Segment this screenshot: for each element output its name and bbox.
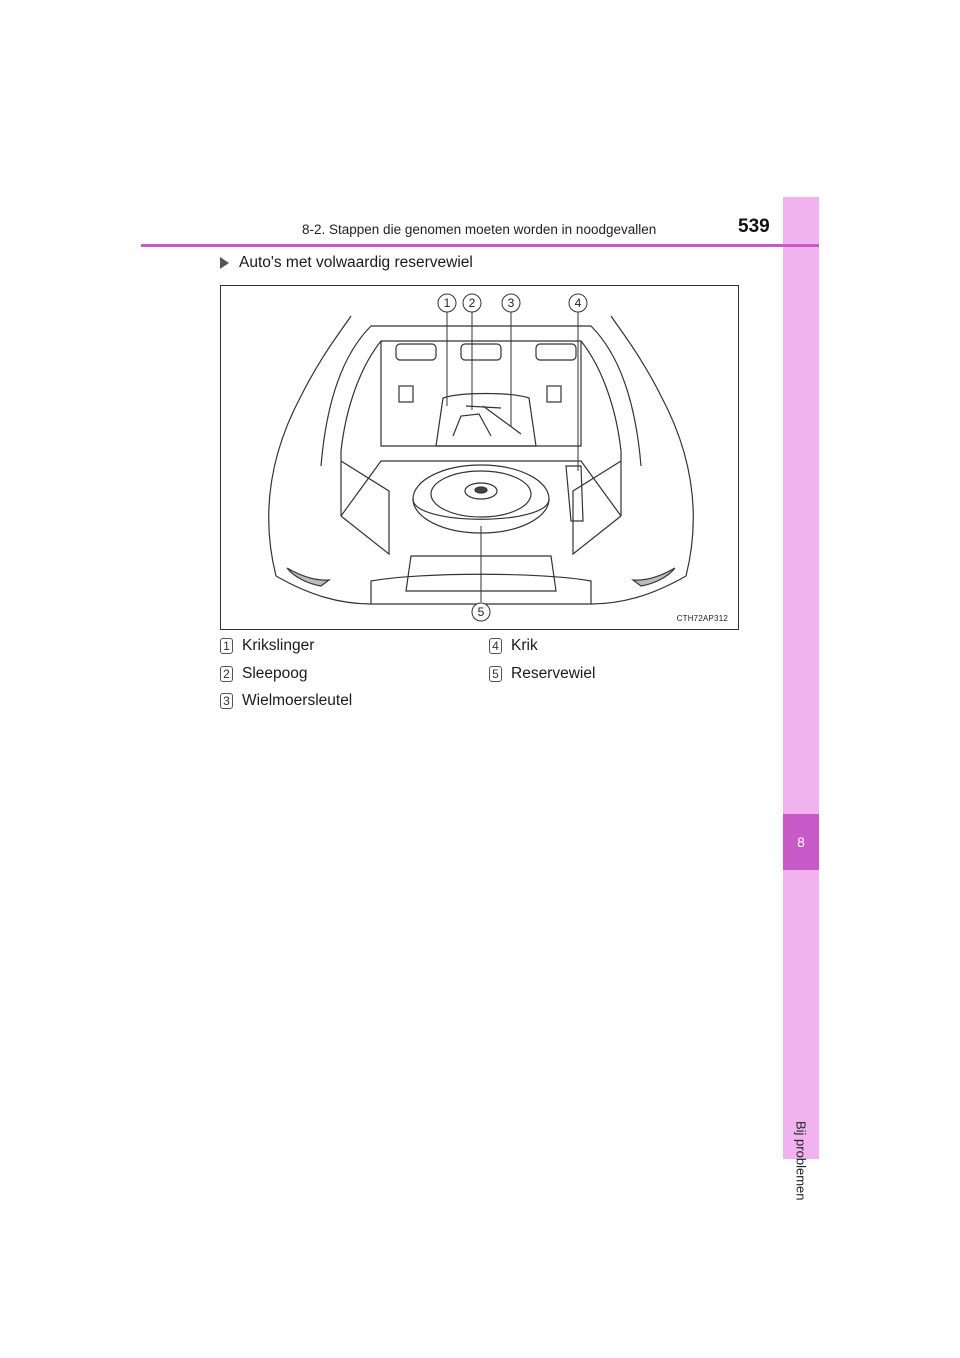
trunk-opening: [321, 326, 641, 466]
triangle-bullet-icon: [220, 257, 229, 269]
chapter-side-tab: [783, 197, 819, 1201]
trunk-illustration: [220, 285, 739, 630]
car-trunk-drawing: [221, 286, 740, 631]
callout-5-label: 5: [477, 605, 485, 619]
callout-3-label: 3: [507, 296, 515, 310]
bullet-heading: [220, 254, 473, 272]
legend-label: Wielmoersleutel: [242, 692, 353, 709]
legend-number: 1: [220, 638, 233, 654]
legend-label: Krik: [511, 637, 538, 654]
tail-light-left: [287, 568, 329, 586]
legend-number: 2: [220, 666, 233, 682]
callout-2-label: 2: [468, 296, 476, 310]
jack: [566, 466, 583, 521]
bullet-heading-text: Auto's met volwaardig reservewiel: [239, 254, 473, 271]
legend-item: [220, 637, 314, 655]
legend-label: Krikslinger: [242, 637, 315, 654]
side-panel-right: [573, 461, 621, 554]
legend-label: Reservewiel: [511, 665, 596, 682]
body-left-outline: [269, 316, 351, 576]
seat-latch-left: [399, 386, 413, 402]
headrest-center: [461, 344, 501, 360]
page-number: 539: [738, 216, 770, 237]
chapter-number: 8: [783, 814, 819, 870]
seat-latch-right: [547, 386, 561, 402]
body-right-outline: [611, 316, 693, 576]
legend-item: [489, 637, 538, 655]
legend-number: 3: [220, 693, 233, 709]
headrest-left: [396, 344, 436, 360]
legend-label: Sleepoog: [242, 665, 308, 682]
legend-item: [220, 665, 308, 683]
headrest-right: [536, 344, 576, 360]
section-title: 8-2. Stappen die genomen moeten worden in noodgevallen: [302, 222, 657, 237]
header-divider: [141, 244, 819, 247]
legend-item: [489, 665, 595, 683]
legend-item: [220, 692, 352, 710]
chapter-label: Bij problemen: [793, 1121, 809, 1201]
legend-number: 5: [489, 666, 502, 682]
callout-1-label: 1: [443, 296, 451, 310]
tool-tray: [436, 394, 536, 447]
side-panel-left: [341, 461, 389, 554]
tail-light-right: [633, 568, 675, 586]
legend-number: 4: [489, 638, 502, 654]
spare-tire-rim: [431, 471, 531, 517]
spare-tire-center: [475, 487, 487, 493]
callout-4-label: 4: [574, 296, 582, 310]
figure-code: CTH72AP312: [676, 614, 728, 623]
